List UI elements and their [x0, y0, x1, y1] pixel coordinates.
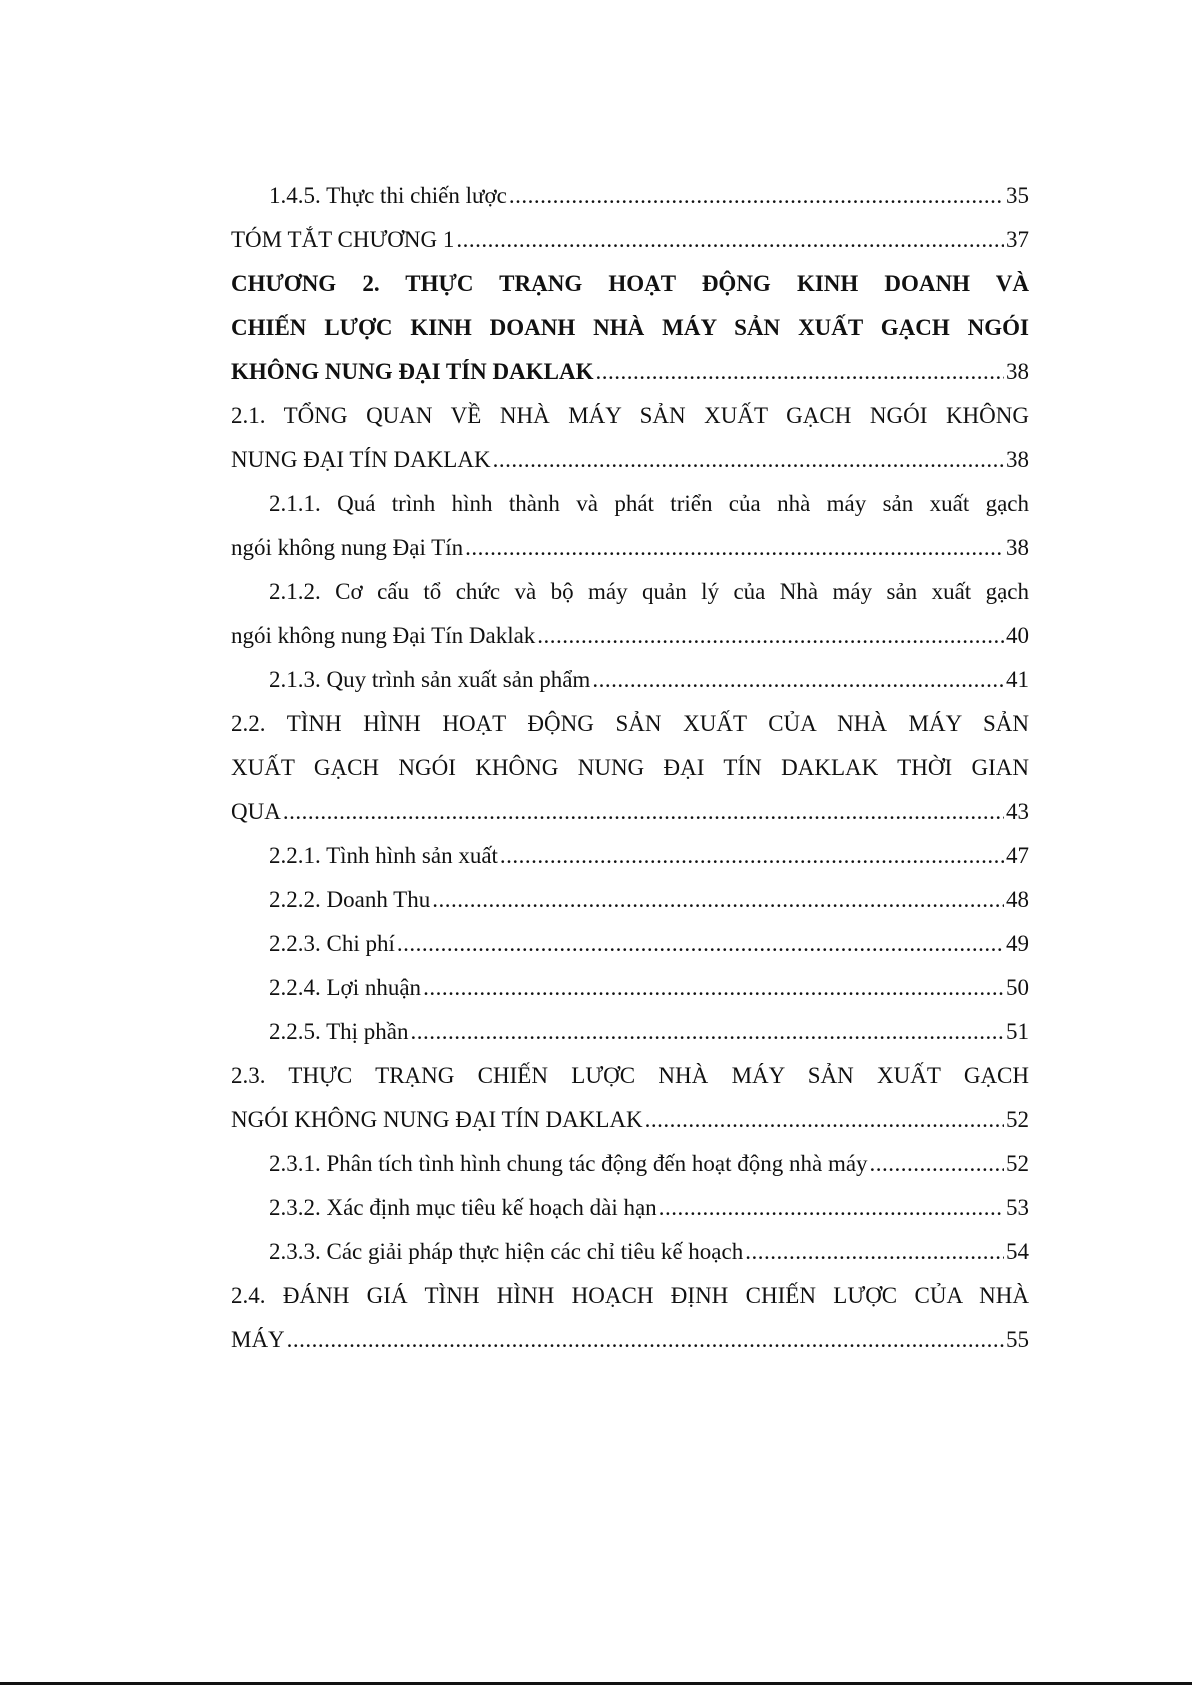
toc-entry-title: MÁY	[231, 1327, 285, 1352]
toc-entry	[231, 570, 1029, 658]
toc-entry-line	[231, 438, 1029, 482]
toc-entry-title: KHÔNG NUNG ĐẠI TÍN DAKLAK	[231, 359, 594, 384]
table-of-contents	[231, 174, 1029, 1362]
dot-leader	[509, 174, 1004, 218]
toc-entry	[231, 174, 1029, 218]
toc-entry-line	[231, 1098, 1029, 1142]
toc-page-number: 38	[1006, 447, 1029, 472]
toc-entry-title: 2.3.3. Các giải pháp thực hiện các chỉ tiêu kế hoạch	[269, 1239, 744, 1264]
toc-entry-wrapped-line: CHIẾN LƯỢC KINH DOANH NHÀ MÁY SẢN XUẤT GẠCH NGÓI	[231, 315, 1029, 340]
dot-leader	[745, 1230, 1004, 1274]
toc-page-number: 41	[1006, 667, 1029, 692]
toc-entry-title: NUNG ĐẠI TÍN DAKLAK	[231, 447, 491, 472]
dot-leader	[493, 438, 1004, 482]
dot-leader	[456, 218, 1004, 262]
toc-entry-title: 2.3.2. Xác định mục tiêu kế hoạch dài hạn	[269, 1195, 657, 1220]
toc-page-number: 50	[1006, 975, 1029, 1000]
toc-entry	[231, 834, 1029, 878]
toc-page-number: 52	[1006, 1151, 1029, 1176]
toc-page-number: 35	[1006, 183, 1029, 208]
toc-entry-wrapped-line: 2.2. TÌNH HÌNH HOẠT ĐỘNG SẢN XUẤT CỦA NHÀ MÁY SẢN	[231, 711, 1029, 736]
toc-entry-line	[231, 218, 1029, 262]
toc-entry-title: 2.1.3. Quy trình sản xuất sản phẩm	[269, 667, 591, 692]
toc-entry-wrapped-line: 2.4. ĐÁNH GIÁ TÌNH HÌNH HOẠCH ĐỊNH CHIẾN LƯỢC CỦA NHÀ	[231, 1283, 1029, 1308]
toc-entry	[231, 658, 1029, 702]
toc-entry	[231, 922, 1029, 966]
toc-entry-line	[231, 1142, 1029, 1186]
toc-entry-line	[231, 1010, 1029, 1054]
toc-entry-line	[231, 834, 1029, 878]
toc-entry	[231, 702, 1029, 834]
toc-entry-line	[231, 878, 1029, 922]
toc-entry-line	[231, 1230, 1029, 1274]
toc-entry	[231, 966, 1029, 1010]
dot-leader	[432, 878, 1004, 922]
toc-entry-title: QUA	[231, 799, 281, 824]
toc-page-number: 49	[1006, 931, 1029, 956]
dot-leader	[423, 966, 1004, 1010]
dot-leader	[500, 834, 1004, 878]
toc-entry	[231, 1054, 1029, 1142]
toc-entry-title: 2.2.3. Chi phí	[269, 931, 395, 956]
toc-page-number: 55	[1006, 1327, 1029, 1352]
toc-entry-line	[231, 922, 1029, 966]
toc-entry-title: 2.2.5. Thị phần	[269, 1019, 409, 1044]
toc-entry-title: 2.2.1. Tình hình sản xuất	[269, 843, 498, 868]
toc-entry	[231, 1274, 1029, 1362]
toc-entry-line	[231, 966, 1029, 1010]
toc-entry-line	[231, 658, 1029, 702]
toc-entry-title: NGÓI KHÔNG NUNG ĐẠI TÍN DAKLAK	[231, 1107, 643, 1132]
toc-entry-line	[231, 1186, 1029, 1230]
toc-entry	[231, 1230, 1029, 1274]
toc-entry-line	[231, 174, 1029, 218]
dot-leader	[592, 658, 1004, 702]
toc-entry-title: 2.2.4. Lợi nhuận	[269, 975, 422, 1000]
toc-entry-title: TÓM TẮT CHƯƠNG 1	[231, 227, 455, 252]
toc-entry-wrapped-line: 2.1.1. Quá trình hình thành và phát triển của nhà máy sản xuất gạch	[269, 491, 1029, 516]
toc-entry-title: 2.2.2. Doanh Thu	[269, 887, 431, 912]
toc-entry	[231, 1142, 1029, 1186]
toc-page-number: 40	[1006, 623, 1029, 648]
toc-entry	[231, 1010, 1029, 1054]
toc-page-number: 38	[1006, 359, 1029, 384]
toc-page-number: 54	[1006, 1239, 1029, 1264]
dot-leader	[537, 614, 1004, 658]
toc-entry-title: ngói không nung Đại Tín Daklak	[231, 623, 536, 648]
dot-leader	[287, 1318, 1004, 1362]
toc-entry-wrapped-line: XUẤT GẠCH NGÓI KHÔNG NUNG ĐẠI TÍN DAKLAK THỜI GIAN	[231, 755, 1029, 780]
toc-entry-wrapped-line: 2.3. THỰC TRẠNG CHIẾN LƯỢC NHÀ MÁY SẢN XUẤT GẠCH	[231, 1063, 1029, 1088]
toc-page-number: 51	[1006, 1019, 1029, 1044]
toc-page-number: 53	[1006, 1195, 1029, 1220]
toc-entry-line	[231, 614, 1029, 658]
toc-page-number: 47	[1006, 843, 1029, 868]
toc-page-number: 52	[1006, 1107, 1029, 1132]
toc-entry-line	[231, 526, 1029, 570]
toc-entry	[231, 394, 1029, 482]
dot-leader	[410, 1010, 1004, 1054]
toc-entry-line	[231, 350, 1029, 394]
dot-leader	[397, 922, 1004, 966]
toc-page-number: 48	[1006, 887, 1029, 912]
toc-entry-wrapped-line: CHƯƠNG 2. THỰC TRẠNG HOẠT ĐỘNG KINH DOANH VÀ	[231, 271, 1029, 296]
toc-entry	[231, 262, 1029, 394]
toc-entry-wrapped-line: 2.1.2. Cơ cấu tổ chức và bộ máy quản lý của Nhà máy sản xuất gạch	[269, 579, 1029, 604]
toc-page-number: 38	[1006, 535, 1029, 560]
dot-leader	[465, 526, 1004, 570]
toc-entry	[231, 482, 1029, 570]
toc-entry-title: ngói không nung Đại Tín	[231, 535, 464, 560]
toc-entry-line	[231, 1318, 1029, 1362]
toc-entry-title: 1.4.5. Thực thi chiến lược	[269, 183, 507, 208]
toc-entry	[231, 218, 1029, 262]
dot-leader	[659, 1186, 1004, 1230]
toc-entry	[231, 1186, 1029, 1230]
toc-page-number: 43	[1006, 799, 1029, 824]
toc-entry-wrapped-line: 2.1. TỔNG QUAN VỀ NHÀ MÁY SẢN XUẤT GẠCH NGÓI KHÔNG	[231, 403, 1029, 428]
dot-leader	[870, 1142, 1004, 1186]
toc-page-number: 37	[1006, 227, 1029, 252]
toc-entry-line	[231, 790, 1029, 834]
dot-leader	[645, 1098, 1004, 1142]
toc-entry	[231, 878, 1029, 922]
dot-leader	[596, 350, 1005, 394]
dot-leader	[283, 790, 1004, 834]
toc-entry-title: 2.3.1. Phân tích tình hình chung tác động đến hoạt động nhà máy	[269, 1151, 868, 1176]
